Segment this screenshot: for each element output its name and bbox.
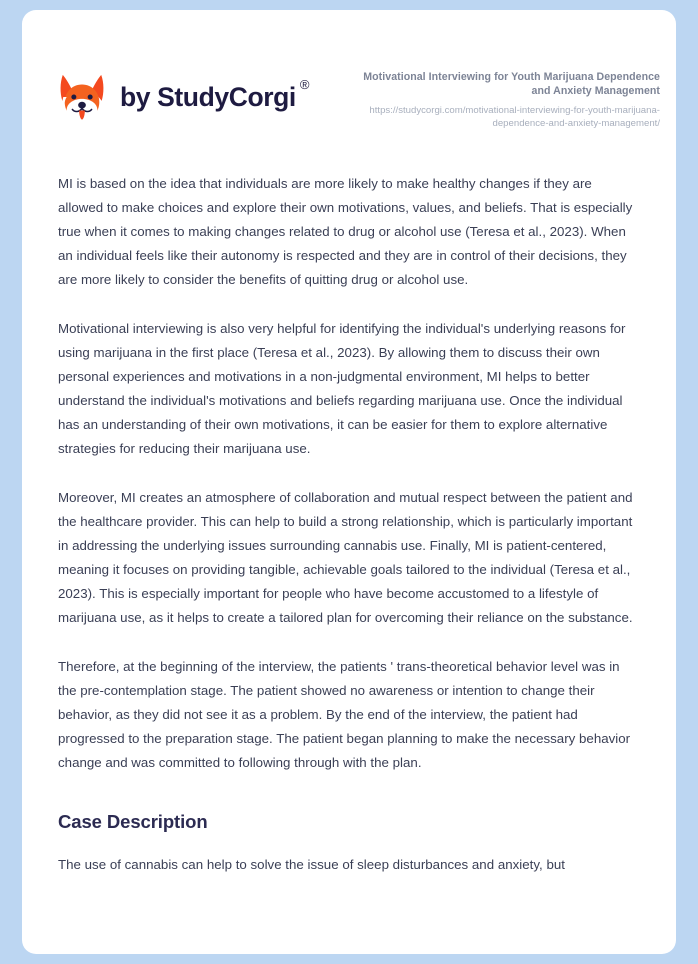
brand-lockup [58, 68, 310, 122]
section-heading: Case Description [58, 811, 208, 833]
brand-wordmark [120, 76, 310, 112]
paragraph: Moreover, MI creates an atmosphere of collaboration and mutual respect between the patient and the healthcare provider. This can help to build a strong relationship, which is particularly important in addressing the underlying issues surrounding cannabis use. Finally, MI is patient-centered, meaning it focuses on providing tangible, achievable goals tailored to the individual (Teresa et al., 2023). This is especially important for people who have become accustomed to a lifestyle of marijuana use, as it helps to create a tailored plan for overcoming their reliance on the substance. [58, 490, 633, 626]
source-url: https://studycorgi.com/motivational-interviewing-for-youth-marijuana-dependence-and-anxiety-management/ [369, 104, 660, 129]
paragraph: MI is based on the idea that individuals are more likely to make healthy changes if they are allowed to make choices and explore their own motivations, values, and beliefs. That is especially true when it comes to making changes related to drug or alcohol use (Teresa et al., 2023). When an individual feels like their autonomy is respected and they are in control of their decisions, they are more likely to consider the benefits of quitting drug or alcohol use. [58, 176, 633, 288]
document-page [22, 10, 676, 954]
page-title: Motivational Interviewing for Youth Marijuana Dependence and Anxiety Management [363, 71, 660, 98]
document-header [22, 10, 676, 130]
registered-trademark-icon: ® [299, 76, 310, 92]
header-meta [360, 68, 660, 130]
brand-wordmark-text: by StudyCorgi [120, 81, 296, 112]
paragraph: The use of cannabis can help to solve the issue of sleep disturbances and anxiety, but [58, 857, 565, 873]
document-body [22, 172, 676, 877]
corgi-logo-icon [58, 72, 106, 122]
paragraph: Motivational interviewing is also very helpful for identifying the individual's underlying reasons for using marijuana in the first place (Teresa et al., 2023). By allowing them to discuss their own personal experiences and motivations in a non-judgmental environment, MI helps to better understand the individual's motivations and beliefs regarding marijuana use. Once the individual has an understanding of their own motivations, it can be easier for them to explore alternative strategies for reducing their marijuana use. [58, 321, 626, 457]
paragraph: Therefore, at the beginning of the interview, the patients ' trans-theoretical behavior level was in the pre-contemplation stage. The patient showed no awareness or intention to change their behavior, as they did not see it as a problem. By the end of the interview, the patient had progressed to the preparation stage. The patient began planning to make the necessary behavior change and was committed to following through with the plan. [58, 659, 631, 771]
